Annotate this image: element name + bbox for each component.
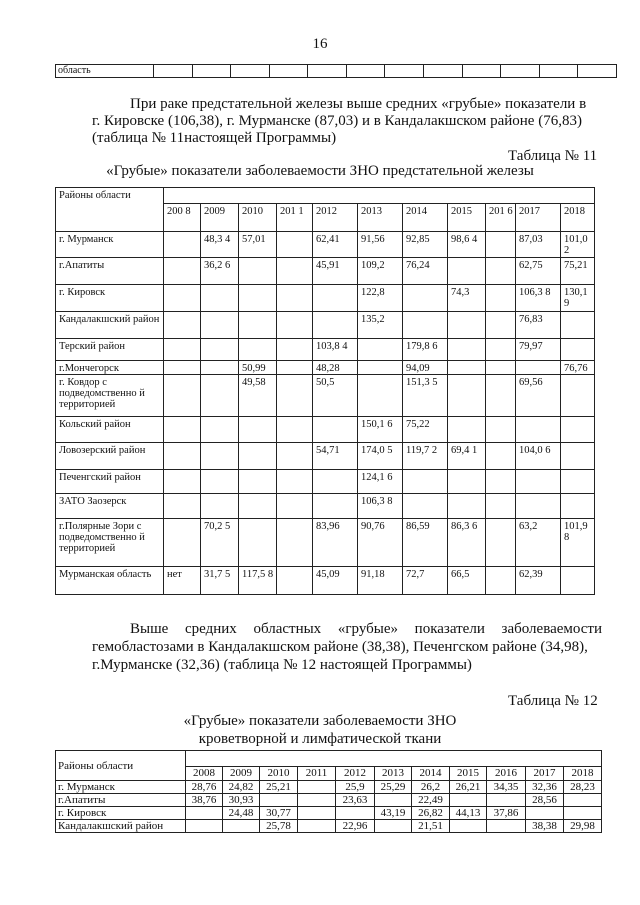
table12-years-header-spacer <box>186 751 602 767</box>
table12-year-header: 2011 <box>298 767 336 781</box>
table11-row <box>56 567 595 595</box>
table11-value-cell: 50,5 <box>313 375 358 417</box>
table12-value-cell: 22,96 <box>336 820 375 833</box>
table11-region-cell: Кандалакшский район <box>56 312 164 339</box>
table11-value-cell <box>448 417 486 443</box>
table11-value-cell <box>277 494 313 519</box>
table11-value-cell: 130,1 9 <box>561 285 595 312</box>
table11-value-cell <box>201 285 239 312</box>
table12-value-cell <box>298 794 336 807</box>
fragment-empty-cell <box>578 65 617 78</box>
table11-row <box>56 519 595 567</box>
table11-value-cell <box>239 312 277 339</box>
table12 <box>55 750 602 833</box>
table11-value-cell: 57,01 <box>239 232 277 258</box>
table11-value-cell <box>448 312 486 339</box>
table11-value-cell <box>486 375 516 417</box>
table11-value-cell <box>277 232 313 258</box>
table11-value-cell <box>277 312 313 339</box>
table11-value-cell: 62,75 <box>516 258 561 285</box>
table12-row <box>56 794 602 807</box>
table12-year-header: 2012 <box>336 767 375 781</box>
table11-value-cell <box>516 494 561 519</box>
table11-value-cell <box>486 417 516 443</box>
table11-value-cell <box>486 443 516 470</box>
table11-value-cell <box>358 361 403 375</box>
table12-year-header: 2014 <box>412 767 450 781</box>
table11-value-cell <box>516 417 561 443</box>
table11-value-cell <box>277 417 313 443</box>
table12-value-cell: 38,76 <box>186 794 223 807</box>
table11-value-cell: 69,56 <box>516 375 561 417</box>
table11-value-cell <box>561 567 595 595</box>
table11-region-cell: Печенгский район <box>56 470 164 494</box>
table11-year-header: 201 6 <box>486 204 516 232</box>
table11-value-cell <box>561 470 595 494</box>
table11-row <box>56 443 595 470</box>
table11-value-cell <box>486 312 516 339</box>
table11-value-cell <box>403 312 448 339</box>
table12-value-cell <box>375 820 412 833</box>
table11-value-cell: 31,7 5 <box>201 567 239 595</box>
table11-year-header: 2015 <box>448 204 486 232</box>
table12-value-cell <box>260 794 298 807</box>
table11-value-cell: 94,09 <box>403 361 448 375</box>
table12-year-header: 2016 <box>487 767 526 781</box>
table11-value-cell <box>448 375 486 417</box>
table11-value-cell <box>277 567 313 595</box>
table11-value-cell <box>201 339 239 361</box>
paragraph-prostate-line2: г. Кировске (106,38), г. Мурманске (87,03) и в Кандалакшском районе (76,83) <box>92 113 582 129</box>
table11-value-cell <box>403 494 448 519</box>
table11-value-cell <box>201 470 239 494</box>
table12-value-cell <box>564 794 602 807</box>
table11-row <box>56 470 595 494</box>
table11-value-cell: 63,2 <box>516 519 561 567</box>
paragraph-prostate-line3: (таблица № 11настоящей Программы) <box>92 130 337 146</box>
table12-value-cell: 43,19 <box>375 807 412 820</box>
table12-value-cell <box>526 807 564 820</box>
table12-value-cell: 38,38 <box>526 820 564 833</box>
table11-value-cell: 119,7 2 <box>403 443 448 470</box>
table11-region-cell: ЗАТО Заозерск <box>56 494 164 519</box>
table11-value-cell <box>486 285 516 312</box>
table11-value-cell <box>516 361 561 375</box>
table11-value-cell: 106,3 8 <box>358 494 403 519</box>
table12-row <box>56 807 602 820</box>
table11-value-cell <box>201 312 239 339</box>
table11-value-cell: 83,96 <box>313 519 358 567</box>
table12-value-cell <box>487 820 526 833</box>
table11-value-cell: 70,2 5 <box>201 519 239 567</box>
table12-row <box>56 820 602 833</box>
table11-value-cell <box>164 312 201 339</box>
table11-value-cell: 86,3 6 <box>448 519 486 567</box>
table12-value-cell <box>298 820 336 833</box>
table11-row <box>56 312 595 339</box>
table12-year-header: 2017 <box>526 767 564 781</box>
table11-value-cell: 54,71 <box>313 443 358 470</box>
table11-value-cell <box>164 375 201 417</box>
table12-value-cell: 28,56 <box>526 794 564 807</box>
table12-value-cell <box>450 794 487 807</box>
table12-year-header: 2008 <box>186 767 223 781</box>
table11-value-cell <box>313 470 358 494</box>
table-fragment-top <box>55 64 617 78</box>
table11-value-cell <box>277 443 313 470</box>
table12-value-cell: 26,2 <box>412 781 450 794</box>
table11-value-cell: 92,85 <box>403 232 448 258</box>
table11-value-cell <box>239 443 277 470</box>
table11-value-cell <box>277 258 313 285</box>
table11-value-cell: 49,58 <box>239 375 277 417</box>
table11-region-cell: Терский район <box>56 339 164 361</box>
table11-value-cell: 45,91 <box>313 258 358 285</box>
page-number: 16 <box>312 36 328 52</box>
table11-value-cell: 87,03 <box>516 232 561 258</box>
table12-value-cell: 22,49 <box>412 794 450 807</box>
table11-caption: Таблица № 11 <box>508 148 598 164</box>
fragment-empty-cell <box>385 65 424 78</box>
table12-region-cell: г. Мурманск <box>56 781 186 794</box>
table11-value-cell <box>201 443 239 470</box>
fragment-empty-cell <box>154 65 193 78</box>
table11-region-header: Районы области <box>56 188 164 232</box>
table11-value-cell: 117,5 8 <box>239 567 277 595</box>
table11-value-cell: 76,83 <box>516 312 561 339</box>
table11-value-cell <box>486 361 516 375</box>
table11-value-cell <box>358 375 403 417</box>
table12-value-cell <box>336 807 375 820</box>
table12-value-cell: 23,63 <box>336 794 375 807</box>
table12-value-cell: 25,29 <box>375 781 412 794</box>
table11-region-cell: г.Апатиты <box>56 258 164 285</box>
table12-value-cell <box>223 820 260 833</box>
table11-value-cell: 174,0 5 <box>358 443 403 470</box>
table12-value-cell: 32,36 <box>526 781 564 794</box>
table11-value-cell <box>277 285 313 312</box>
table12-year-header: 2010 <box>260 767 298 781</box>
table11-region-cell: г. Кировск <box>56 285 164 312</box>
table12-value-cell: 30,93 <box>223 794 260 807</box>
table11-value-cell <box>486 232 516 258</box>
table12-year-header: 2018 <box>564 767 602 781</box>
table11-value-cell: 48,28 <box>313 361 358 375</box>
table11-value-cell <box>201 494 239 519</box>
table11-value-cell: 50,99 <box>239 361 277 375</box>
table11-value-cell <box>561 339 595 361</box>
table11-value-cell: 62,39 <box>516 567 561 595</box>
table11-value-cell <box>277 375 313 417</box>
table12-value-cell: 21,51 <box>412 820 450 833</box>
table11-value-cell: 101,0 2 <box>561 232 595 258</box>
table11-value-cell <box>164 361 201 375</box>
table12-year-header: 2015 <box>450 767 487 781</box>
table11-value-cell: 69,4 1 <box>448 443 486 470</box>
fragment-empty-cell <box>308 65 347 78</box>
table11-value-cell <box>239 494 277 519</box>
table11-year-header: 2012 <box>313 204 358 232</box>
table11-value-cell <box>486 567 516 595</box>
table11-row <box>56 361 595 375</box>
table11-value-cell <box>164 494 201 519</box>
table12-region-cell: Кандалакшский район <box>56 820 186 833</box>
fragment-empty-cell <box>539 65 578 78</box>
table11-value-cell <box>313 285 358 312</box>
table11-value-cell <box>448 258 486 285</box>
table11-value-cell <box>561 443 595 470</box>
table11-row <box>56 339 595 361</box>
table11-year-header: 2018 <box>561 204 595 232</box>
table11-value-cell: 124,1 6 <box>358 470 403 494</box>
table11-years-header-spacer <box>164 188 595 204</box>
table11-value-cell <box>313 417 358 443</box>
table12-value-cell: 34,35 <box>487 781 526 794</box>
table11-year-header: 2009 <box>201 204 239 232</box>
table11-value-cell <box>239 417 277 443</box>
table11-value-cell: 76,24 <box>403 258 448 285</box>
table11-value-cell: 79,97 <box>516 339 561 361</box>
table12-row <box>56 781 602 794</box>
table11-value-cell: 150,1 6 <box>358 417 403 443</box>
table11-value-cell: 90,76 <box>358 519 403 567</box>
table12-value-cell: 44,13 <box>450 807 487 820</box>
table11-value-cell <box>486 470 516 494</box>
fragment-label: область <box>56 65 154 78</box>
paragraph-hemoblastoses-line2: гемобластозами в Кандалакшском районе (38,38), Печенгском районе (34,98), <box>92 639 588 655</box>
paragraph-hemoblastoses-line3: г.Мурманске (32,36) (таблица № 12 настоящей Программы) <box>92 657 472 673</box>
fragment-empty-cell <box>269 65 308 78</box>
table11-value-cell: 36,2 6 <box>201 258 239 285</box>
table11-region-cell: Мурманская область <box>56 567 164 595</box>
table11-value-cell: 104,0 6 <box>516 443 561 470</box>
table11-value-cell: 45,09 <box>313 567 358 595</box>
table12-value-cell <box>186 820 223 833</box>
table12-value-cell <box>298 781 336 794</box>
table12-year-header: 2009 <box>223 767 260 781</box>
table11-row <box>56 375 595 417</box>
table11-title: «Грубые» показатели заболеваемости ЗНО предстательной железы <box>106 163 534 179</box>
table12-value-cell <box>298 807 336 820</box>
table11 <box>55 187 595 595</box>
table11-year-header: 2014 <box>403 204 448 232</box>
table11-year-header: 201 1 <box>277 204 313 232</box>
table11-value-cell <box>486 494 516 519</box>
table11-row <box>56 417 595 443</box>
table11-year-header: 200 8 <box>164 204 201 232</box>
table12-value-cell <box>487 794 526 807</box>
table12-title-line2: кроветворной и лимфатической ткани <box>198 731 442 747</box>
table11-value-cell <box>277 470 313 494</box>
table11-year-header: 2010 <box>239 204 277 232</box>
table12-value-cell: 26,82 <box>412 807 450 820</box>
table11-value-cell: 86,59 <box>403 519 448 567</box>
fragment-empty-cell <box>192 65 231 78</box>
table11-row <box>56 232 595 258</box>
table11-value-cell <box>277 339 313 361</box>
table12-region-cell: г.Апатиты <box>56 794 186 807</box>
table11-value-cell <box>486 339 516 361</box>
fragment-empty-cell <box>424 65 463 78</box>
table11-region-cell: г.Мончегорск <box>56 361 164 375</box>
table11-value-cell <box>358 339 403 361</box>
table12-region-header: Районы области <box>56 751 186 781</box>
table11-value-cell <box>201 375 239 417</box>
table12-title-line1: «Грубые» показатели заболеваемости ЗНО <box>183 713 457 729</box>
table11-value-cell <box>239 258 277 285</box>
table11-value-cell: нет <box>164 567 201 595</box>
table12-year-header: 2013 <box>375 767 412 781</box>
table12-value-cell: 24,48 <box>223 807 260 820</box>
fragment-empty-cell <box>501 65 540 78</box>
table11-value-cell <box>516 470 561 494</box>
table11-value-cell <box>561 312 595 339</box>
table11-value-cell <box>201 361 239 375</box>
table11-value-cell <box>403 285 448 312</box>
table11-year-header: 2017 <box>516 204 561 232</box>
table11-row <box>56 494 595 519</box>
table12-value-cell: 25,9 <box>336 781 375 794</box>
table11-value-cell <box>277 519 313 567</box>
table11-value-cell <box>486 519 516 567</box>
table11-value-cell <box>164 339 201 361</box>
table11-value-cell: 179,8 6 <box>403 339 448 361</box>
table11-value-cell <box>164 417 201 443</box>
table11-value-cell <box>448 339 486 361</box>
table12-value-cell <box>186 807 223 820</box>
table12-value-cell: 25,21 <box>260 781 298 794</box>
table11-region-cell: г. Мурманск <box>56 232 164 258</box>
table11-value-cell: 74,3 <box>448 285 486 312</box>
table11-value-cell <box>313 312 358 339</box>
table11-value-cell: 72,7 <box>403 567 448 595</box>
table12-value-cell: 30,77 <box>260 807 298 820</box>
table11-region-cell: Кольский район <box>56 417 164 443</box>
table11-region-cell: г. Ковдор с подведомственно й территорией <box>56 375 164 417</box>
table11-value-cell <box>561 417 595 443</box>
table11-value-cell: 103,8 4 <box>313 339 358 361</box>
table11-value-cell <box>164 443 201 470</box>
table11-value-cell: 109,2 <box>358 258 403 285</box>
table11-value-cell <box>201 417 239 443</box>
table11-value-cell: 66,5 <box>448 567 486 595</box>
table11-value-cell <box>403 470 448 494</box>
table12-value-cell: 28,23 <box>564 781 602 794</box>
table12-value-cell: 26,21 <box>450 781 487 794</box>
table11-value-cell <box>164 232 201 258</box>
fragment-empty-cell <box>346 65 385 78</box>
table11-value-cell: 48,3 4 <box>201 232 239 258</box>
table11-value-cell <box>239 470 277 494</box>
table11-value-cell <box>448 470 486 494</box>
fragment-empty-cell <box>462 65 501 78</box>
table11-value-cell <box>164 285 201 312</box>
table11-value-cell: 75,21 <box>561 258 595 285</box>
table11-row <box>56 285 595 312</box>
table11-value-cell <box>239 339 277 361</box>
table11-value-cell: 91,18 <box>358 567 403 595</box>
table11-value-cell <box>164 519 201 567</box>
table11-row <box>56 258 595 285</box>
table11-value-cell <box>448 494 486 519</box>
table11-value-cell <box>561 494 595 519</box>
table12-value-cell: 29,98 <box>564 820 602 833</box>
table11-value-cell <box>561 375 595 417</box>
table11-value-cell: 98,6 4 <box>448 232 486 258</box>
table11-value-cell <box>164 470 201 494</box>
table12-value-cell <box>564 807 602 820</box>
table11-value-cell: 101,9 8 <box>561 519 595 567</box>
table11-value-cell <box>239 519 277 567</box>
paragraph-prostate-line1: При раке предстательной железы выше средних «грубые» показатели в <box>130 96 587 112</box>
table11-value-cell <box>277 361 313 375</box>
table12-value-cell <box>450 820 487 833</box>
table12-value-cell <box>375 794 412 807</box>
paragraph-hemoblastoses <box>92 620 602 674</box>
table11-region-cell: Ловозерский район <box>56 443 164 470</box>
table11-value-cell: 62,41 <box>313 232 358 258</box>
table11-value-cell: 75,22 <box>403 417 448 443</box>
table11-value-cell <box>164 258 201 285</box>
table11-value-cell: 135,2 <box>358 312 403 339</box>
table11-value-cell <box>448 361 486 375</box>
table11-value-cell: 106,3 8 <box>516 285 561 312</box>
paragraph-hemoblastoses-line1: Выше средних областных «грубые» показатели заболеваемости <box>130 621 602 637</box>
table12-caption: Таблица № 12 <box>508 693 598 709</box>
table12-region-cell: г. Кировск <box>56 807 186 820</box>
table11-value-cell: 151,3 5 <box>403 375 448 417</box>
table11-value-cell <box>313 494 358 519</box>
table11-year-header: 2013 <box>358 204 403 232</box>
table12-value-cell: 28,76 <box>186 781 223 794</box>
table11-region-cell: г.Полярные Зори с подведомственно й территорией <box>56 519 164 567</box>
table11-value-cell: 122,8 <box>358 285 403 312</box>
table12-value-cell: 24,82 <box>223 781 260 794</box>
table11-value-cell: 91,56 <box>358 232 403 258</box>
table11-value-cell <box>486 258 516 285</box>
table12-value-cell: 37,86 <box>487 807 526 820</box>
fragment-empty-cell <box>231 65 270 78</box>
table11-value-cell: 76,76 <box>561 361 595 375</box>
table12-value-cell: 25,78 <box>260 820 298 833</box>
table11-value-cell <box>239 285 277 312</box>
